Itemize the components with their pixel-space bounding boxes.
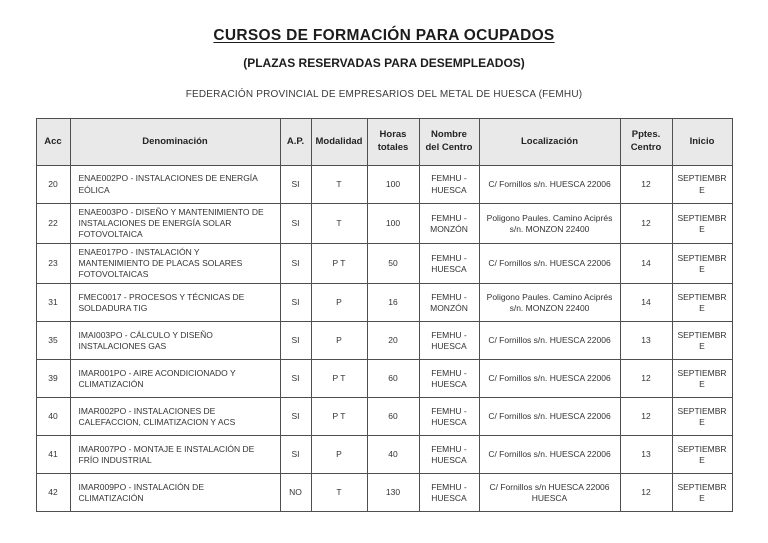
col-header-inicio: Inicio [672,119,732,166]
cell-ap: SI [280,322,311,360]
cell-horas: 60 [367,398,419,436]
cell-denominacion: IMAR002PO - INSTALACIONES DE CALEFACCION, CLIMATIZACION Y ACS [70,398,280,436]
cell-horas: 20 [367,322,419,360]
cell-acc: 22 [36,204,70,244]
cell-inicio: SEPTIEMBRE [672,322,732,360]
cell-localizacion: Poligono Paules. Camino Aciprés s/n. MONZON 22400 [479,204,620,244]
cell-inicio: SEPTIEMBRE [672,284,732,322]
cell-centro: FEMHU - HUESCA [419,244,479,284]
cell-ap: SI [280,244,311,284]
cell-denominacion: IMAR001PO - AIRE ACONDICIONADO Y CLIMATIZACIÓN [70,360,280,398]
cell-centro: FEMHU - HUESCA [419,436,479,474]
cell-modalidad: T [311,204,367,244]
col-header-pptes-centro: Pptes. Centro [620,119,672,166]
cell-centro: FEMHU - HUESCA [419,398,479,436]
cell-modalidad: P [311,436,367,474]
cell-acc: 31 [36,284,70,322]
cell-centro: FEMHU - MONZÓN [419,284,479,322]
table-row [36,244,732,284]
cell-ap: NO [280,474,311,512]
cell-pptes: 13 [620,436,672,474]
cell-localizacion: C/ Fornillos s/n. HUESCA 22006 [479,322,620,360]
cell-denominacion: ENAE003PO - DISEÑO Y MANTENIMIENTO DE INSTALACIONES DE ENERGÍA SOLAR FOTOVOLTAICA [70,204,280,244]
cell-ap: SI [280,284,311,322]
cell-horas: 100 [367,204,419,244]
table-row [36,166,732,204]
cell-localizacion: Poligono Paules. Camino Aciprés s/n. MONZON 22400 [479,284,620,322]
cell-acc: 40 [36,398,70,436]
col-header-denominacion: Denominación [70,119,280,166]
cell-ap: SI [280,436,311,474]
col-header-modalidad: Modalidad [311,119,367,166]
cell-modalidad: P [311,322,367,360]
table-row [36,322,732,360]
cell-localizacion: C/ Fornillos s/n. HUESCA 22006 [479,244,620,284]
cell-denominacion: ENAE017PO - INSTALACIÓN Y MANTENIMIENTO DE PLACAS SOLARES FOTOVOLTAICAS [70,244,280,284]
table-row [36,398,732,436]
table-row [36,360,732,398]
page-subtitle: (PLAZAS RESERVADAS PARA DESEMPLEADOS) [243,56,525,70]
cell-modalidad: P T [311,360,367,398]
cell-inicio: SEPTIEMBRE [672,360,732,398]
cell-centro: FEMHU - HUESCA [419,474,479,512]
cell-pptes: 12 [620,360,672,398]
cell-modalidad: P [311,284,367,322]
cell-modalidad: P T [311,244,367,284]
cell-pptes: 14 [620,244,672,284]
cell-horas: 60 [367,360,419,398]
cell-horas: 16 [367,284,419,322]
cell-localizacion: C/ Fornillos s/n. HUESCA 22006 [479,360,620,398]
cell-centro: FEMHU - HUESCA [419,166,479,204]
cell-ap: SI [280,398,311,436]
cell-denominacion: IMAR009PO - INSTALACIÓN DE CLIMATIZACIÓN [70,474,280,512]
cell-inicio: SEPTIEMBRE [672,398,732,436]
organization-name: FEDERACIÓN PROVINCIAL DE EMPRESARIOS DEL METAL DE HUESCA (FEMHU) [185,89,583,100]
cell-localizacion: C/ Fornillos s/n. HUESCA 22006 [479,398,620,436]
cell-centro: FEMHU - HUESCA [419,360,479,398]
cell-inicio: SEPTIEMBRE [672,204,732,244]
col-header-ap: A.P. [280,119,311,166]
cell-acc: 20 [36,166,70,204]
page-title: CURSOS DE FORMACIÓN PARA OCUPADOS [213,27,555,44]
cell-pptes: 12 [620,204,672,244]
cell-modalidad: T [311,474,367,512]
cell-acc: 35 [36,322,70,360]
cell-pptes: 12 [620,474,672,512]
cell-pptes: 13 [620,322,672,360]
cell-modalidad: P T [311,398,367,436]
col-header-acc: Acc [36,119,70,166]
cell-inicio: SEPTIEMBRE [672,166,732,204]
cell-denominacion: IMAR007PO - MONTAJE E INSTALACIÓN DE FRÍO INDUSTRIAL [70,436,280,474]
table-row [36,474,732,512]
cell-inicio: SEPTIEMBRE [672,436,732,474]
cell-acc: 42 [36,474,70,512]
courses-table [36,118,733,512]
cell-pptes: 14 [620,284,672,322]
cell-denominacion: IMAI003PO - CÁLCULO Y DISEÑO INSTALACIONES GAS [70,322,280,360]
table-header-row [36,119,732,166]
cell-centro: FEMHU - MONZÓN [419,204,479,244]
cell-ap: SI [280,204,311,244]
cell-horas: 130 [367,474,419,512]
col-header-horas-totales: Horas totales [367,119,419,166]
col-header-nombre-centro: Nombre del Centro [419,119,479,166]
cell-denominacion: ENAE002PO - INSTALACIONES DE ENERGÍA EÓLICA [70,166,280,204]
col-header-localizacion: Localización [479,119,620,166]
cell-modalidad: T [311,166,367,204]
cell-localizacion: C/ Fornillos s/n. HUESCA 22006 [479,436,620,474]
cell-horas: 40 [367,436,419,474]
cell-pptes: 12 [620,398,672,436]
cell-pptes: 12 [620,166,672,204]
table-row [36,436,732,474]
cell-horas: 100 [367,166,419,204]
cell-horas: 50 [367,244,419,284]
cell-inicio: SEPTIEMBRE [672,244,732,284]
table-row [36,284,732,322]
cell-acc: 41 [36,436,70,474]
cell-acc: 39 [36,360,70,398]
cell-localizacion: C/ Fornillos s/n HUESCA 22006 HUESCA [479,474,620,512]
cell-ap: SI [280,360,311,398]
cell-acc: 23 [36,244,70,284]
cell-localizacion: C/ Fornillos s/n. HUESCA 22006 [479,166,620,204]
cell-denominacion: FMEC0017 - PROCESOS Y TÉCNICAS DE SOLDADURA TIG [70,284,280,322]
cell-ap: SI [280,166,311,204]
cell-inicio: SEPTIEMBRE [672,474,732,512]
cell-centro: FEMHU - HUESCA [419,322,479,360]
table-row [36,204,732,244]
